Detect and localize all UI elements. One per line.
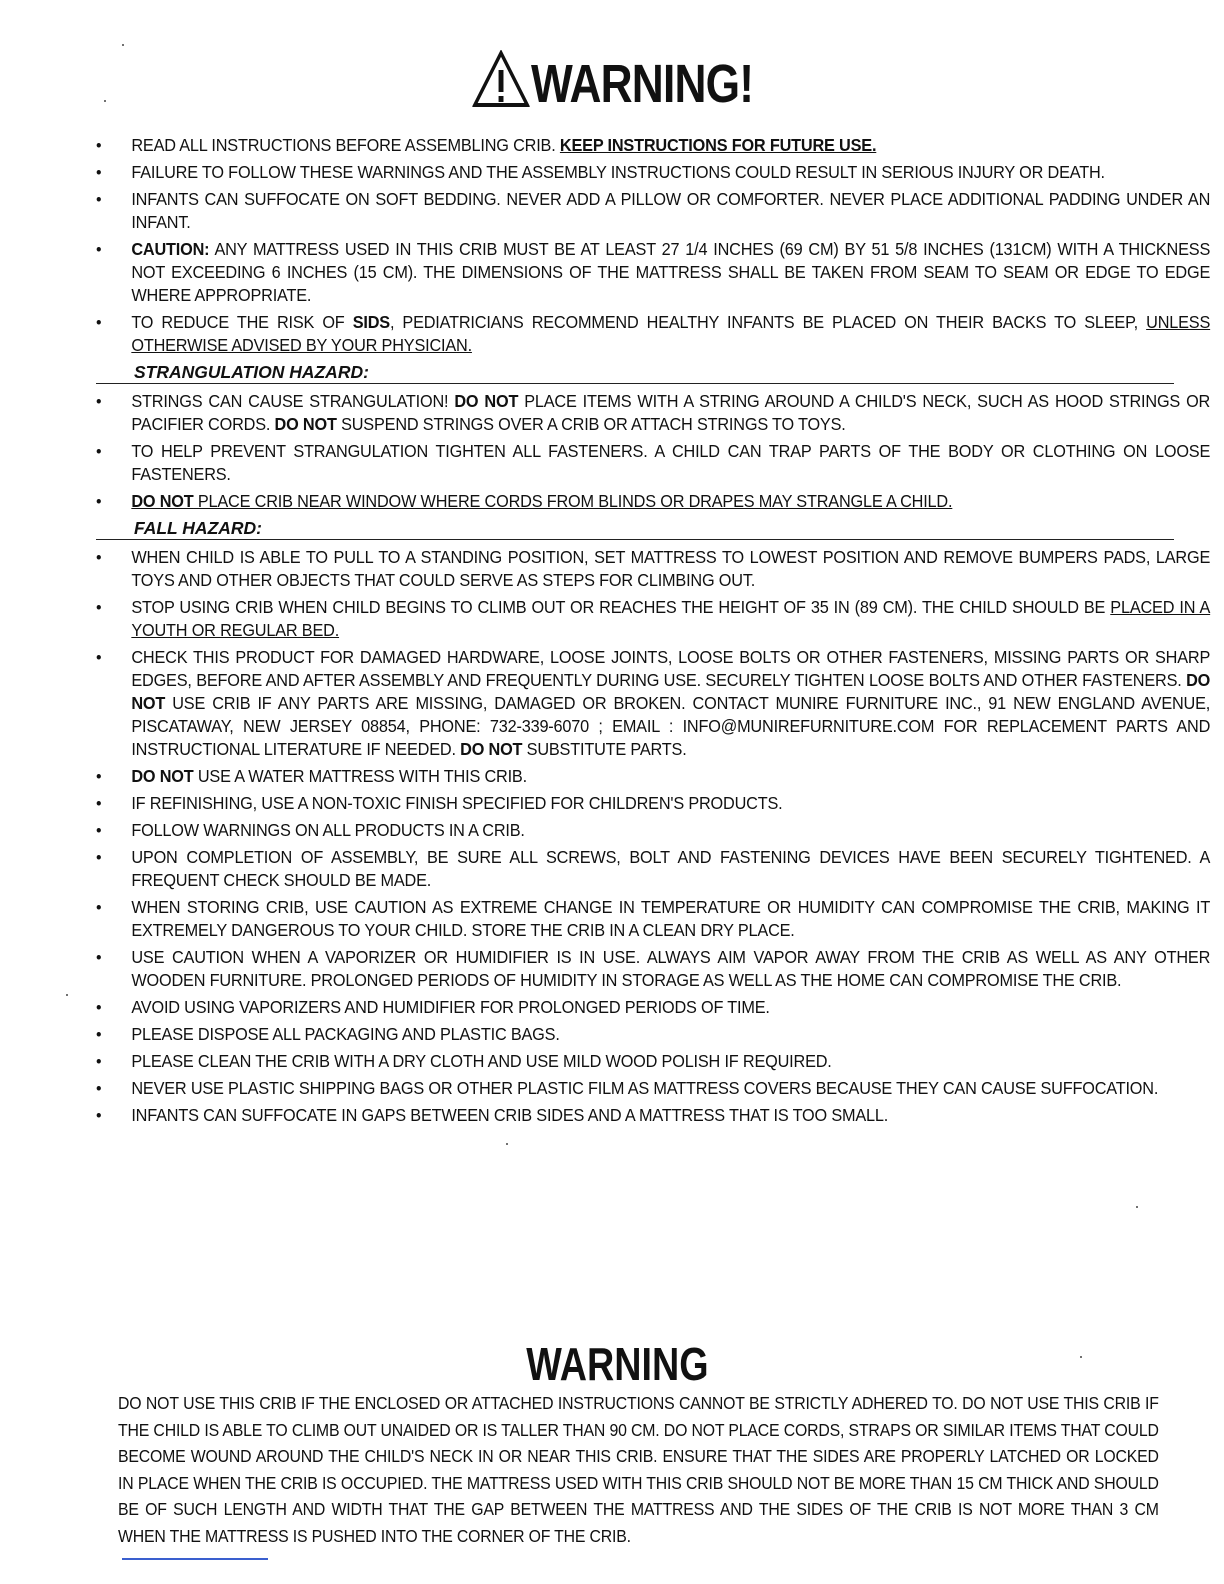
warning-text: USE CAUTION WHEN A VAPORIZER OR HUMIDIFIER IS IN USE. ALWAYS AIM VAPOR AWAY FROM THE CRIB AS WELL AS ANY OTHER WOODEN FURNITURE. PROLONGED PERIODS OF HUMIDITY IN STORAGE AS WELL AS THE HOME CAN COMPROMISE THE CRIB. <box>131 947 1211 990</box>
warning-text: DO NOT <box>131 670 1211 713</box>
warning-text: IF REFINISHING, USE A NON-TOXIC FINISH SPECIFIED FOR CHILDREN'S PRODUCTS. <box>131 793 783 813</box>
final-warning-paragraph: DO NOT USE THIS CRIB IF THE ENCLOSED OR ATTACHED INSTRUCTIONS CANNOT BE STRICTLY ADHERED TO. DO NOT USE THIS CRIB IF THE CHILD IS ABLE TO CLIMB OUT UNAIDED OR IS TALLER THAN 90 CM. DO NOT PLACE CORDS, STRAPS OR SIMILAR ITEMS THAT COULD BECOME WOUND AROUND THE CHILD'S NECK IN OR NEAR THIS CRIB. ENSURE THAT THE SIDES ARE PROPERLY LATCHED OR LOCKED IN PLACE WHEN THE CRIB IS OCCUPIED. THE MATTRESS USED WITH THIS CRIB SHOULD NOT BE MORE THAN 15 CM THICK AND SHOULD BE OF SUCH LENGTH AND WIDTH THAT THE GAP BETWEEN THE MATTRESS AND THE SIDES OF THE CRIB IS NOT MORE THAN 3 CM WHEN THE MATTRESS IS PUSHED INTO THE CORNER OF THE CRIB. <box>118 1393 1159 1546</box>
warning-text: FOLLOW WARNINGS ON ALL PRODUCTS IN A CRIB. <box>131 820 525 840</box>
blue-scan-line <box>122 1558 268 1560</box>
bullet-icon: • <box>96 1052 102 1071</box>
warning-text: NEVER USE PLASTIC SHIPPING BAGS OR OTHER PLASTIC FILM AS MATTRESS COVERS BECAUSE THEY CAN CAUSE SUFFOCATION. <box>131 1078 1159 1098</box>
warning-list-item <box>96 1077 1210 1100</box>
warning-list-item <box>96 596 1210 642</box>
warning-list-item <box>96 188 1210 234</box>
warning-text: PLACE ITEMS WITH A STRING AROUND A CHILD'S NECK, SUCH AS HOOD STRINGS OR PACIFIER CORDS. <box>131 391 1211 434</box>
warning-text: FAILURE TO FOLLOW THESE WARNINGS AND THE ASSEMBLY INSTRUCTIONS COULD RESULT IN SERIOUS INJURY OR DEATH. <box>131 162 1105 182</box>
warning-triangle-icon <box>472 50 529 108</box>
warning-text: TO HELP PREVENT STRANGULATION TIGHTEN ALL FASTENERS. A CHILD CAN TRAP PARTS OF THE BODY OR CLOTHING ON LOOSE FASTENERS. <box>131 441 1211 484</box>
bullet-icon: • <box>96 1025 102 1044</box>
warning-text: , PEDIATRICIANS RECOMMEND HEALTHY INFANTS BE PLACED ON THEIR BACKS TO SLEEP, <box>389 312 1147 332</box>
warning-text: STRINGS CAN CAUSE STRANGULATION! <box>131 391 455 411</box>
warning-list-item <box>96 1050 1210 1073</box>
warning-text: ANY MATTRESS USED IN THIS CRIB MUST BE AT LEAST 27 1/4 INCHES (69 CM) BY 51 5/8 INCHES (131CM) WITH A THICKNESS NOT EXCEEDING 6 INCHES (15 CM). THE DIMENSIONS OF THE MATTRESS SHALL BE TAKEN FROM SEAM TO SEAM OR EDGE TO EDGE WHERE APPROPRIATE. <box>131 239 1211 305</box>
warning-list-item <box>96 846 1210 892</box>
warning-list-item <box>96 765 1210 788</box>
bullet-icon: • <box>96 492 102 511</box>
warning-text: WHEN STORING CRIB, USE CAUTION AS EXTREME CHANGE IN TEMPERATURE OR HUMIDITY CAN COMPROMISE THE CRIB, MAKING IT EXTREMELY DANGEROUS TO YOUR CHILD. STORE THE CRIB IN A CLEAN DRY PLACE. <box>131 897 1211 940</box>
scan-speck <box>506 1143 508 1145</box>
warning-title-text: WARNING! <box>530 54 754 114</box>
warning-text: UNLESS OTHERWISE ADVISED BY YOUR PHYSICIAN. <box>131 312 1211 355</box>
bullet-icon: • <box>96 648 102 667</box>
hazard-heading: FALL HAZARD: <box>96 517 1174 540</box>
warning-title <box>111 50 1115 114</box>
warning-text: WHEN CHILD IS ABLE TO PULL TO A STANDING POSITION, SET MATTRESS TO LOWEST POSITION AND REMOVE BUMPERS PADS, LARGE TOYS AND OTHER OBJECTS THAT COULD SERVE AS STEPS FOR CLIMBING OUT. <box>131 547 1211 590</box>
scan-speck <box>1136 1206 1138 1208</box>
bullet-icon: • <box>96 442 102 461</box>
bullet-icon: • <box>96 313 102 332</box>
warning-text: TO REDUCE THE RISK OF <box>131 312 353 332</box>
bullet-icon: • <box>96 998 102 1017</box>
warning-text: UPON COMPLETION OF ASSEMBLY, BE SURE ALL SCREWS, BOLT AND FASTENING DEVICES HAVE BEEN SECURELY TIGHTENED. A FREQUENT CHECK SHOULD BE MADE. <box>131 847 1211 890</box>
warning-list <box>96 134 1211 1131</box>
warning-list-item <box>96 440 1210 486</box>
warning-text: READ ALL INSTRUCTIONS BEFORE ASSEMBLING CRIB. <box>131 135 560 155</box>
second-warning-title: WARNING <box>526 1338 709 1390</box>
bullet-icon: • <box>96 548 102 567</box>
warning-text: USE A WATER MATTRESS WITH THIS CRIB. <box>193 766 527 786</box>
warning-text: PLEASE CLEAN THE CRIB WITH A DRY CLOTH AND USE MILD WOOD POLISH IF REQUIRED. <box>131 1051 832 1071</box>
bullet-icon: • <box>96 821 102 840</box>
warning-text: KEEP INSTRUCTIONS FOR FUTURE USE. <box>559 135 877 155</box>
warning-text: DO NOT <box>454 391 519 411</box>
warning-text: USE CRIB IF ANY PARTS ARE MISSING, DAMAGED OR BROKEN. CONTACT MUNIRE FURNITURE INC., 91 NEW ENGLAND AVENUE, PISCATAWAY, NEW JERSEY 08854, PHONE: 732-339-6070 ; EMAIL : INFO@MUNIREFURNITURE.COM FOR REPLACEMENT PARTS AND INSTRUCTIONAL LITERATURE IF NEEDED. <box>131 693 1211 759</box>
bullet-icon: • <box>96 163 102 182</box>
warning-list-item <box>96 646 1210 761</box>
warning-list-item <box>96 238 1210 307</box>
warning-text: CAUTION: <box>131 239 210 259</box>
warning-text: PLACED IN A YOUTH OR REGULAR BED. <box>131 597 1211 640</box>
bullet-icon: • <box>96 948 102 967</box>
warning-text: AVOID USING VAPORIZERS AND HUMIDIFIER FOR PROLONGED PERIODS OF TIME. <box>131 997 770 1017</box>
hazard-heading: STRANGULATION HAZARD: <box>96 361 1174 384</box>
warning-text: DO NOT <box>131 766 194 786</box>
warning-text: SUSPEND STRINGS OVER A CRIB OR ATTACH STRINGS TO TOYS. <box>336 414 846 434</box>
warning-list-item <box>96 896 1210 942</box>
bullet-icon: • <box>96 1106 102 1125</box>
scan-speck <box>104 100 106 102</box>
warning-list-item <box>96 819 1210 842</box>
scan-speck <box>1080 1356 1082 1358</box>
bullet-icon: • <box>96 767 102 786</box>
bullet-icon: • <box>96 190 102 209</box>
bullet-icon: • <box>96 392 102 411</box>
bullet-icon: • <box>96 848 102 867</box>
bullet-icon: • <box>96 1079 102 1098</box>
bullet-icon: • <box>96 794 102 813</box>
bullet-icon: • <box>96 598 102 617</box>
bullet-icon: • <box>96 240 102 259</box>
warning-list-item <box>96 161 1210 184</box>
warning-list-item <box>96 1023 1210 1046</box>
warning-text: DO NOT <box>460 739 523 759</box>
warning-list-item <box>96 390 1210 436</box>
warning-list-item <box>96 134 1210 157</box>
warning-text: INFANTS CAN SUFFOCATE IN GAPS BETWEEN CRIB SIDES AND A MATTRESS THAT IS TOO SMALL. <box>131 1105 889 1125</box>
warning-list-item <box>96 1104 1210 1127</box>
warning-text: PLEASE DISPOSE ALL PACKAGING AND PLASTIC BAGS. <box>131 1024 560 1044</box>
warning-text: INFANTS CAN SUFFOCATE ON SOFT BEDDING. NEVER ADD A PILLOW OR COMFORTER. NEVER PLACE ADDITIONAL PADDING UNDER AN INFANT. <box>131 189 1211 232</box>
warning-list-item <box>96 490 1210 513</box>
warning-text: STOP USING CRIB WHEN CHILD BEGINS TO CLIMB OUT OR REACHES THE HEIGHT OF 35 IN (89 CM). THE CHILD SHOULD BE <box>131 597 1111 617</box>
bullet-icon: • <box>96 898 102 917</box>
warning-text: DO NOT <box>274 414 337 434</box>
warning-text: SIDS <box>352 312 390 332</box>
warning-list-item <box>96 996 1210 1019</box>
warning-list-item <box>96 792 1210 815</box>
warning-text: SUBSTITUTE PARTS. <box>522 739 687 759</box>
warning-list-item <box>96 311 1210 357</box>
scan-speck <box>122 44 124 46</box>
scan-speck <box>66 994 68 996</box>
bullet-icon: • <box>96 136 102 155</box>
warning-list-item <box>96 946 1210 992</box>
warning-text: DO NOT <box>131 491 194 511</box>
warning-text: PLACE CRIB NEAR WINDOW WHERE CORDS FROM BLINDS OR DRAPES MAY STRANGLE A CHILD. <box>193 491 953 511</box>
warning-text: CHECK THIS PRODUCT FOR DAMAGED HARDWARE, LOOSE JOINTS, LOOSE BOLTS OR OTHER FASTENERS, MISSING PARTS OR SHARP EDGES, BEFORE AND AFTER ASSEMBLY AND FREQUENTLY DURING USE. SECURELY TIGHTEN LOOSE BOLTS AND OTHER FASTENERS. <box>131 647 1211 690</box>
warning-list-item <box>96 546 1210 592</box>
